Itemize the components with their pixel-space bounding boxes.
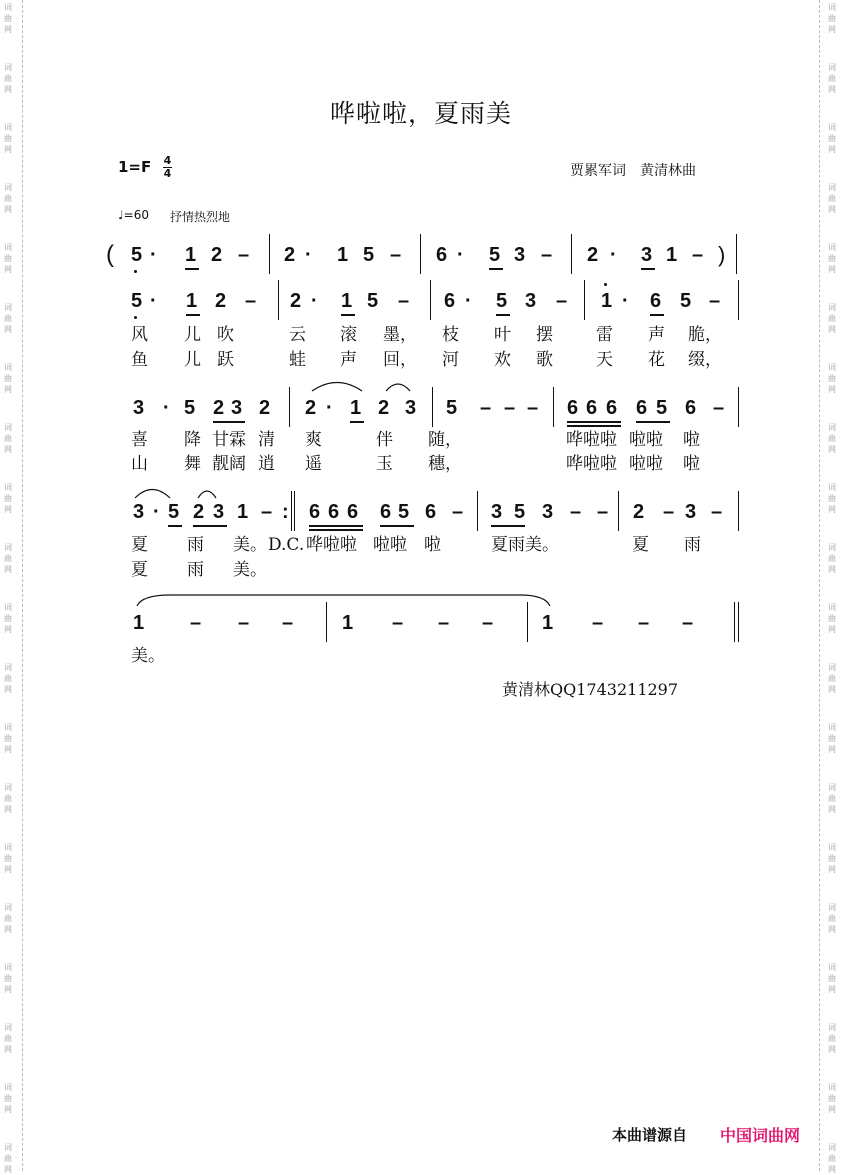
barline bbox=[477, 491, 478, 531]
open-paren: ( bbox=[106, 241, 114, 268]
watermark-text: 词 曲 网 bbox=[4, 3, 12, 34]
time-signature-bottom: 4 bbox=[163, 167, 172, 180]
barline bbox=[430, 280, 431, 320]
beam-underline bbox=[567, 421, 621, 423]
lyric: 云 bbox=[289, 325, 306, 345]
note: 5 bbox=[168, 501, 180, 523]
watermark-text: 词 曲 网 bbox=[4, 1023, 12, 1054]
arranger-signature: 黄清林QQ1743211297 bbox=[502, 680, 679, 699]
beam-underline bbox=[567, 425, 621, 427]
note: 1 bbox=[342, 612, 354, 634]
lyric: 山 bbox=[131, 454, 148, 474]
note: · bbox=[150, 290, 157, 312]
note: 5 bbox=[446, 397, 458, 419]
lyric: 声 bbox=[340, 350, 357, 370]
note: 6 bbox=[328, 501, 340, 523]
watermark-text: 词 曲 网 bbox=[4, 903, 12, 934]
lyric: 清 bbox=[258, 430, 275, 450]
beam-underline bbox=[341, 314, 355, 316]
note: – bbox=[682, 612, 694, 634]
lyric: 雨 bbox=[684, 535, 701, 555]
watermark-text: 词 曲 网 bbox=[4, 483, 12, 514]
note: 6 bbox=[347, 501, 359, 523]
note: – bbox=[592, 612, 604, 634]
note: – bbox=[556, 290, 568, 312]
barline bbox=[527, 602, 528, 642]
note: 5 bbox=[680, 290, 692, 312]
note: 2 bbox=[305, 397, 317, 419]
watermark-text: 词 曲 网 bbox=[4, 243, 12, 274]
note: 5 bbox=[184, 397, 196, 419]
watermark-text: 词 曲 网 bbox=[4, 603, 12, 634]
beam-underline bbox=[489, 268, 503, 270]
note: – bbox=[190, 612, 202, 634]
barline bbox=[553, 387, 554, 427]
lyric: 啦 bbox=[424, 535, 441, 555]
barline bbox=[432, 387, 433, 427]
lyric: 啦啦 bbox=[629, 430, 663, 450]
octave-dot bbox=[134, 316, 137, 319]
lyric: 啦 bbox=[683, 430, 700, 450]
beam-underline bbox=[193, 525, 227, 527]
octave-dot bbox=[604, 283, 607, 286]
note: 2 bbox=[193, 501, 205, 523]
note: 2 bbox=[284, 244, 296, 266]
note: 1 bbox=[337, 244, 349, 266]
watermark-text: 词 曲 网 bbox=[828, 183, 836, 214]
note: 6 bbox=[380, 501, 392, 523]
note: 1 bbox=[601, 290, 613, 312]
watermark-text: 词 曲 网 bbox=[4, 663, 12, 694]
lyric: 叶 bbox=[494, 325, 511, 345]
beam-underline bbox=[641, 268, 655, 270]
lyric: 夏 bbox=[131, 560, 148, 580]
barline bbox=[269, 234, 270, 274]
tempo-value: ♩=60 bbox=[118, 208, 149, 222]
note: 6 bbox=[586, 397, 598, 419]
note: 2 bbox=[633, 501, 645, 523]
note: – bbox=[692, 244, 704, 266]
lyric: 美。 bbox=[233, 560, 267, 580]
beam-underline bbox=[491, 525, 525, 527]
watermark-text: 词 曲 网 bbox=[828, 303, 836, 334]
lyric: 爽 bbox=[305, 430, 322, 450]
note: – bbox=[392, 612, 404, 634]
note: – bbox=[638, 612, 650, 634]
note: · bbox=[326, 397, 333, 419]
barline bbox=[420, 234, 421, 274]
note: 3 bbox=[641, 244, 653, 266]
lyric: 甘霖 bbox=[212, 430, 246, 450]
watermark-text: 词 曲 网 bbox=[4, 963, 12, 994]
lyric: 河 bbox=[442, 350, 459, 370]
lyric: 雨 bbox=[187, 560, 204, 580]
watermark-text: 词 曲 网 bbox=[4, 423, 12, 454]
watermark-text: 词 曲 网 bbox=[828, 3, 836, 34]
note: – bbox=[527, 397, 539, 419]
note: – bbox=[597, 501, 609, 523]
note: – bbox=[238, 244, 250, 266]
lyric: 啦啦 bbox=[373, 535, 407, 555]
lyric: 雷 bbox=[596, 325, 613, 345]
tempo-mark: 抒情热烈地 bbox=[170, 210, 231, 224]
note: 6 bbox=[567, 397, 579, 419]
lyric: 啦啦 bbox=[629, 454, 663, 474]
note: – bbox=[438, 612, 450, 634]
note: 5 bbox=[489, 244, 501, 266]
watermark-text: 词 曲 网 bbox=[4, 543, 12, 574]
note: · bbox=[163, 397, 170, 419]
lyric: 风 bbox=[131, 325, 148, 345]
note: 5 bbox=[131, 244, 143, 266]
note: 2 bbox=[290, 290, 302, 312]
note: – bbox=[709, 290, 721, 312]
note: · bbox=[610, 244, 617, 266]
lyric: 声 bbox=[648, 325, 665, 345]
source-label: 本曲谱源自 bbox=[612, 1126, 688, 1144]
note: 3 bbox=[405, 397, 417, 419]
barline bbox=[289, 387, 290, 427]
watermark-text: 词 曲 网 bbox=[4, 843, 12, 874]
beam-underline bbox=[636, 421, 670, 423]
note: 3 bbox=[542, 501, 554, 523]
beam-underline bbox=[650, 314, 664, 316]
barline bbox=[736, 234, 737, 274]
lyric: 哗啦啦 bbox=[566, 430, 617, 450]
lyric: 歌 bbox=[536, 350, 553, 370]
lyric: 缀， bbox=[688, 350, 722, 370]
note: 1 bbox=[666, 244, 678, 266]
watermark-text: 词 曲 网 bbox=[4, 783, 12, 814]
note: 5 bbox=[363, 244, 375, 266]
barline bbox=[738, 387, 739, 427]
note: – bbox=[398, 290, 410, 312]
note: 6 bbox=[606, 397, 618, 419]
note: – bbox=[570, 501, 582, 523]
note: 1 bbox=[186, 290, 198, 312]
note: – bbox=[504, 397, 516, 419]
watermark-text: 词 曲 网 bbox=[828, 1143, 836, 1174]
note: 3 bbox=[491, 501, 503, 523]
barline bbox=[294, 491, 295, 531]
watermark-text: 词 曲 网 bbox=[828, 663, 836, 694]
lyric: 美。 bbox=[131, 646, 165, 666]
note: 6 bbox=[650, 290, 662, 312]
beam-underline bbox=[309, 529, 363, 531]
time-signature-top: 4 bbox=[163, 154, 172, 167]
note: : bbox=[282, 501, 289, 523]
note: 6 bbox=[309, 501, 321, 523]
note: – bbox=[238, 612, 250, 634]
note: 5 bbox=[367, 290, 379, 312]
barline bbox=[734, 602, 735, 642]
note: 1 bbox=[185, 244, 197, 266]
beam-underline bbox=[213, 421, 245, 423]
watermark-text: 词 曲 网 bbox=[828, 63, 836, 94]
lyric: 儿 bbox=[184, 350, 201, 370]
lyric: 随， bbox=[428, 430, 462, 450]
barline bbox=[738, 602, 739, 642]
watermark-text: 词 曲 网 bbox=[828, 363, 836, 394]
note: 1 bbox=[542, 612, 554, 634]
watermark-text: 词 曲 网 bbox=[4, 63, 12, 94]
beam-underline bbox=[380, 525, 414, 527]
watermark-text: 词 曲 网 bbox=[828, 423, 836, 454]
note: · bbox=[311, 290, 318, 312]
note: – bbox=[452, 501, 464, 523]
lyric: 枝 bbox=[442, 325, 459, 345]
lyric: 喜 bbox=[131, 430, 148, 450]
barline bbox=[278, 280, 279, 320]
lyric: 鱼 bbox=[131, 350, 148, 370]
note: 1 bbox=[341, 290, 353, 312]
lyric: D.C. bbox=[268, 535, 305, 555]
note: – bbox=[663, 501, 675, 523]
lyric: 滚 bbox=[340, 325, 357, 345]
watermark-text: 词 曲 网 bbox=[4, 123, 12, 154]
lyric: 靓阔 bbox=[212, 454, 246, 474]
note: 6 bbox=[425, 501, 437, 523]
note: · bbox=[465, 290, 472, 312]
beam-underline bbox=[309, 525, 363, 527]
watermark-text: 词 曲 网 bbox=[828, 1083, 836, 1114]
lyric: 逍 bbox=[258, 454, 275, 474]
note: 3 bbox=[133, 501, 145, 523]
lyric: 花 bbox=[648, 350, 665, 370]
note: – bbox=[482, 612, 494, 634]
lyric: 降 bbox=[184, 430, 201, 450]
note: – bbox=[480, 397, 492, 419]
lyric: 夏 bbox=[131, 535, 148, 555]
note: – bbox=[390, 244, 402, 266]
watermark-text: 词 曲 网 bbox=[4, 723, 12, 754]
note: · bbox=[305, 244, 312, 266]
note: 2 bbox=[587, 244, 599, 266]
lyric: 摆 bbox=[536, 325, 553, 345]
note: 3 bbox=[213, 501, 225, 523]
note: 6 bbox=[436, 244, 448, 266]
lyric: 天 bbox=[596, 350, 613, 370]
watermark-text: 词 曲 网 bbox=[828, 543, 836, 574]
note: 5 bbox=[131, 290, 143, 312]
note: – bbox=[261, 501, 273, 523]
note: 3 bbox=[525, 290, 537, 312]
barline bbox=[738, 491, 739, 531]
source-site-link[interactable]: 中国词曲网 bbox=[720, 1126, 801, 1145]
note: 3 bbox=[685, 501, 697, 523]
note: 2 bbox=[259, 397, 271, 419]
watermark-text: 词 曲 网 bbox=[828, 963, 836, 994]
note: 2 bbox=[211, 244, 223, 266]
note: 2 bbox=[378, 397, 390, 419]
lyric: 儿 bbox=[184, 325, 201, 345]
note: 3 bbox=[514, 244, 526, 266]
watermark-text: 词 曲 网 bbox=[828, 123, 836, 154]
note: 3 bbox=[231, 397, 243, 419]
lyric: 啦 bbox=[683, 454, 700, 474]
watermark-text: 词 曲 网 bbox=[4, 183, 12, 214]
lyric: 穗， bbox=[428, 454, 462, 474]
note: 5 bbox=[656, 397, 668, 419]
lyric: 回， bbox=[383, 350, 417, 370]
lyric: 美。 bbox=[233, 535, 267, 555]
close-paren: ) bbox=[718, 242, 726, 267]
barline bbox=[738, 280, 739, 320]
watermark-text: 词 曲 网 bbox=[828, 243, 836, 274]
watermark-text: 词 曲 网 bbox=[4, 363, 12, 394]
note: 5 bbox=[514, 501, 526, 523]
watermark-text: 词 曲 网 bbox=[828, 903, 836, 934]
lyric: 遥 bbox=[305, 454, 322, 474]
note: · bbox=[457, 244, 464, 266]
beam-underline bbox=[186, 314, 200, 316]
beam-underline bbox=[350, 421, 364, 423]
lyric: 玉 bbox=[376, 454, 393, 474]
watermark-text: 词 曲 网 bbox=[828, 1023, 836, 1054]
credits: 贾累军词 黄清林曲 bbox=[570, 163, 696, 179]
lyric: 舞 bbox=[184, 454, 201, 474]
lyric: 哗啦啦 bbox=[566, 454, 617, 474]
note: 1 bbox=[350, 397, 362, 419]
lyric: 雨 bbox=[187, 535, 204, 555]
lyric: 跃 bbox=[217, 350, 234, 370]
lyric: 脆， bbox=[688, 325, 722, 345]
beam-underline bbox=[496, 314, 510, 316]
watermark-text: 词 曲 网 bbox=[4, 1143, 12, 1174]
lyric: 欢 bbox=[494, 350, 511, 370]
note: · bbox=[150, 244, 157, 266]
note: 2 bbox=[215, 290, 227, 312]
lyric: 哗啦啦 bbox=[306, 535, 357, 555]
note: · bbox=[153, 501, 160, 523]
barline bbox=[584, 280, 585, 320]
note: – bbox=[245, 290, 257, 312]
lyric: 墨， bbox=[383, 325, 417, 345]
watermark-text: 词 曲 网 bbox=[828, 843, 836, 874]
barline bbox=[291, 491, 292, 531]
barline bbox=[571, 234, 572, 274]
note: 2 bbox=[213, 397, 225, 419]
note: – bbox=[282, 612, 294, 634]
note: 5 bbox=[398, 501, 410, 523]
lyric: 伴 bbox=[376, 430, 393, 450]
lyric: 蛙 bbox=[289, 350, 306, 370]
note: – bbox=[541, 244, 553, 266]
beam-underline bbox=[185, 268, 199, 270]
note: 1 bbox=[237, 501, 249, 523]
watermark-text: 词 曲 网 bbox=[828, 483, 836, 514]
octave-dot bbox=[134, 270, 137, 273]
lyric: 夏雨美。 bbox=[491, 535, 559, 555]
note: – bbox=[711, 501, 723, 523]
note: 6 bbox=[444, 290, 456, 312]
barline bbox=[618, 491, 619, 531]
note: 6 bbox=[685, 397, 697, 419]
lyric: 吹 bbox=[217, 325, 234, 345]
barline bbox=[326, 602, 327, 642]
note: 5 bbox=[496, 290, 508, 312]
note: · bbox=[622, 290, 629, 312]
key-signature: 1=F bbox=[118, 158, 152, 176]
beam-underline bbox=[168, 525, 182, 527]
watermark-text: 词 曲 网 bbox=[828, 603, 836, 634]
watermark-text: 词 曲 网 bbox=[4, 303, 12, 334]
watermark-text: 词 曲 网 bbox=[828, 723, 836, 754]
note: – bbox=[713, 397, 725, 419]
song-title: 哗啦啦，夏雨美 bbox=[329, 99, 512, 128]
note: 6 bbox=[636, 397, 648, 419]
watermark-text: 词 曲 网 bbox=[4, 1083, 12, 1114]
note: 3 bbox=[133, 397, 145, 419]
lyric: 夏 bbox=[632, 535, 649, 555]
watermark-text: 词 曲 网 bbox=[828, 783, 836, 814]
note: 1 bbox=[133, 612, 145, 634]
